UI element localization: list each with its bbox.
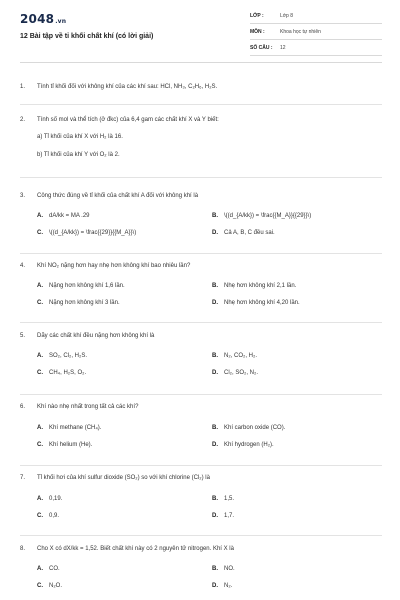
option-a[interactable]: A. SO₂, Cl₂, H₂S. <box>37 353 87 359</box>
divider <box>20 535 382 536</box>
option-a[interactable]: A. Nặng hơn không khí 1,6 lần. <box>37 283 125 289</box>
option-a[interactable]: A. 0,19. <box>37 496 63 502</box>
option-c[interactable]: C. Nặng hơn không khí 3 lần. <box>37 300 120 306</box>
meta-label: SỐ CÂU : <box>250 44 273 51</box>
option-c[interactable]: C. 0,9. <box>37 513 60 519</box>
option-b[interactable]: B. N₂, CO₂, H₂. <box>212 353 257 359</box>
divider <box>20 177 382 178</box>
option-d[interactable]: D. N₂. <box>212 583 233 589</box>
option-b[interactable]: B. \((d_{A/kk}) = \frac{{M_A}}{{29}}\) <box>212 213 312 219</box>
meta-table <box>250 8 382 56</box>
question-6 <box>20 404 382 459</box>
question-number: 2. <box>20 117 26 123</box>
divider <box>20 465 382 466</box>
option-b[interactable]: B. Nhẹ hơn không khí 2,1 lần. <box>212 283 297 289</box>
question-number: 8. <box>20 546 26 552</box>
question-number: 1. <box>20 84 26 90</box>
question-text: Khí nào nhẹ nhất trong tất cả các khí? <box>37 404 139 410</box>
options <box>37 353 382 387</box>
question-2 <box>20 117 382 158</box>
meta-value: Khoa học tự nhiên <box>280 28 321 35</box>
meta-label: MÔN : <box>250 28 265 35</box>
question-number: 4. <box>20 263 26 269</box>
question-number: 3. <box>20 193 26 199</box>
question-text: Công thức đúng về tỉ khối của chất khí A đối với không khí là <box>37 193 199 199</box>
option-d[interactable]: D. 1,7. <box>212 513 235 519</box>
meta-value: 12 <box>280 44 286 51</box>
question-4 <box>20 263 382 317</box>
question-3 <box>20 193 382 247</box>
logo-suffix: .vn <box>55 18 67 25</box>
question-text: Cho X có dX/kk = 1,52. Biết chất khí này có 2 nguyên tử nitrogen. Khí X là <box>37 546 234 552</box>
option-a[interactable]: A. Khí methane (CH₄). <box>37 425 102 431</box>
sub-question: a) Tỉ khối của khí X với H₂ là 16. <box>37 134 123 140</box>
document-header <box>20 0 382 63</box>
question-8 <box>20 546 382 600</box>
question-number: 7. <box>20 475 26 481</box>
option-c[interactable]: C. CH₄, H₂S, O₂. <box>37 370 87 376</box>
question-7 <box>20 475 382 530</box>
options <box>37 213 382 247</box>
options <box>37 496 382 530</box>
options <box>37 425 382 459</box>
option-b[interactable]: B. NO. <box>212 566 235 572</box>
meta-label: LỚP : <box>250 12 264 19</box>
meta-row-class <box>250 8 382 24</box>
sub-question: b) Tỉ khối của khí Y với O₂ là 2. <box>37 152 120 158</box>
option-d[interactable]: D. Nhẹ hơn không khí 4,20 lần. <box>212 300 300 306</box>
divider <box>20 253 382 254</box>
divider <box>20 394 382 395</box>
option-c[interactable]: C. Khí helium (He). <box>37 442 93 448</box>
meta-value: Lớp 8 <box>280 12 294 19</box>
options <box>37 283 382 317</box>
option-d[interactable]: D. Cl₂, SO₂, N₂. <box>212 370 258 376</box>
option-a[interactable]: A. CO. <box>37 566 60 572</box>
option-b[interactable]: B. 1,5. <box>212 496 235 502</box>
meta-row-subject <box>250 24 382 40</box>
meta-row-count <box>250 40 382 56</box>
site-logo[interactable] <box>20 12 66 26</box>
option-c[interactable]: C. \((d_{A/kk}) = \frac{{29}}{{M_A}}\) <box>37 230 137 236</box>
divider <box>20 104 382 105</box>
divider <box>20 322 382 323</box>
question-text: Khí NO₂ nặng hơn hay nhẹ hơn không khí bao nhiêu lần? <box>37 263 191 269</box>
question-text: Dãy các chất khí đều nặng hơn không khí là <box>37 333 155 339</box>
question-text: Tỉ khối hơi của khí sulfur dioxide (SO₂) so với khí chlorine (Cl₂) là <box>37 475 210 481</box>
options <box>37 566 382 600</box>
document-title: 12 Bài tập về tỉ khối chất khí (có lời giải) <box>20 33 154 40</box>
option-c[interactable]: C. N₂O. <box>37 583 62 589</box>
option-d[interactable]: D. Khí hydrogen (H₂). <box>212 442 274 448</box>
question-text: Tính tỉ khối đối với không khí của các khí sau: HCl, NH₃, C₂H₆, H₂S. <box>37 84 218 90</box>
option-a[interactable]: A. dA/kk = MA .29 <box>37 213 90 219</box>
question-number: 6. <box>20 404 26 410</box>
question-5 <box>20 333 382 387</box>
question-number: 5. <box>20 333 26 339</box>
option-d[interactable]: D. Cả A, B, C đều sai. <box>212 230 275 236</box>
question-1 <box>20 84 382 90</box>
question-text: Tính số mol và thể tích (ở đkc) của 6,4 gam các chất khí X và Y biết: <box>37 117 219 123</box>
option-b[interactable]: B. Khí carbon oxide (CO). <box>212 425 286 431</box>
logo-text: 2048 <box>20 12 55 26</box>
